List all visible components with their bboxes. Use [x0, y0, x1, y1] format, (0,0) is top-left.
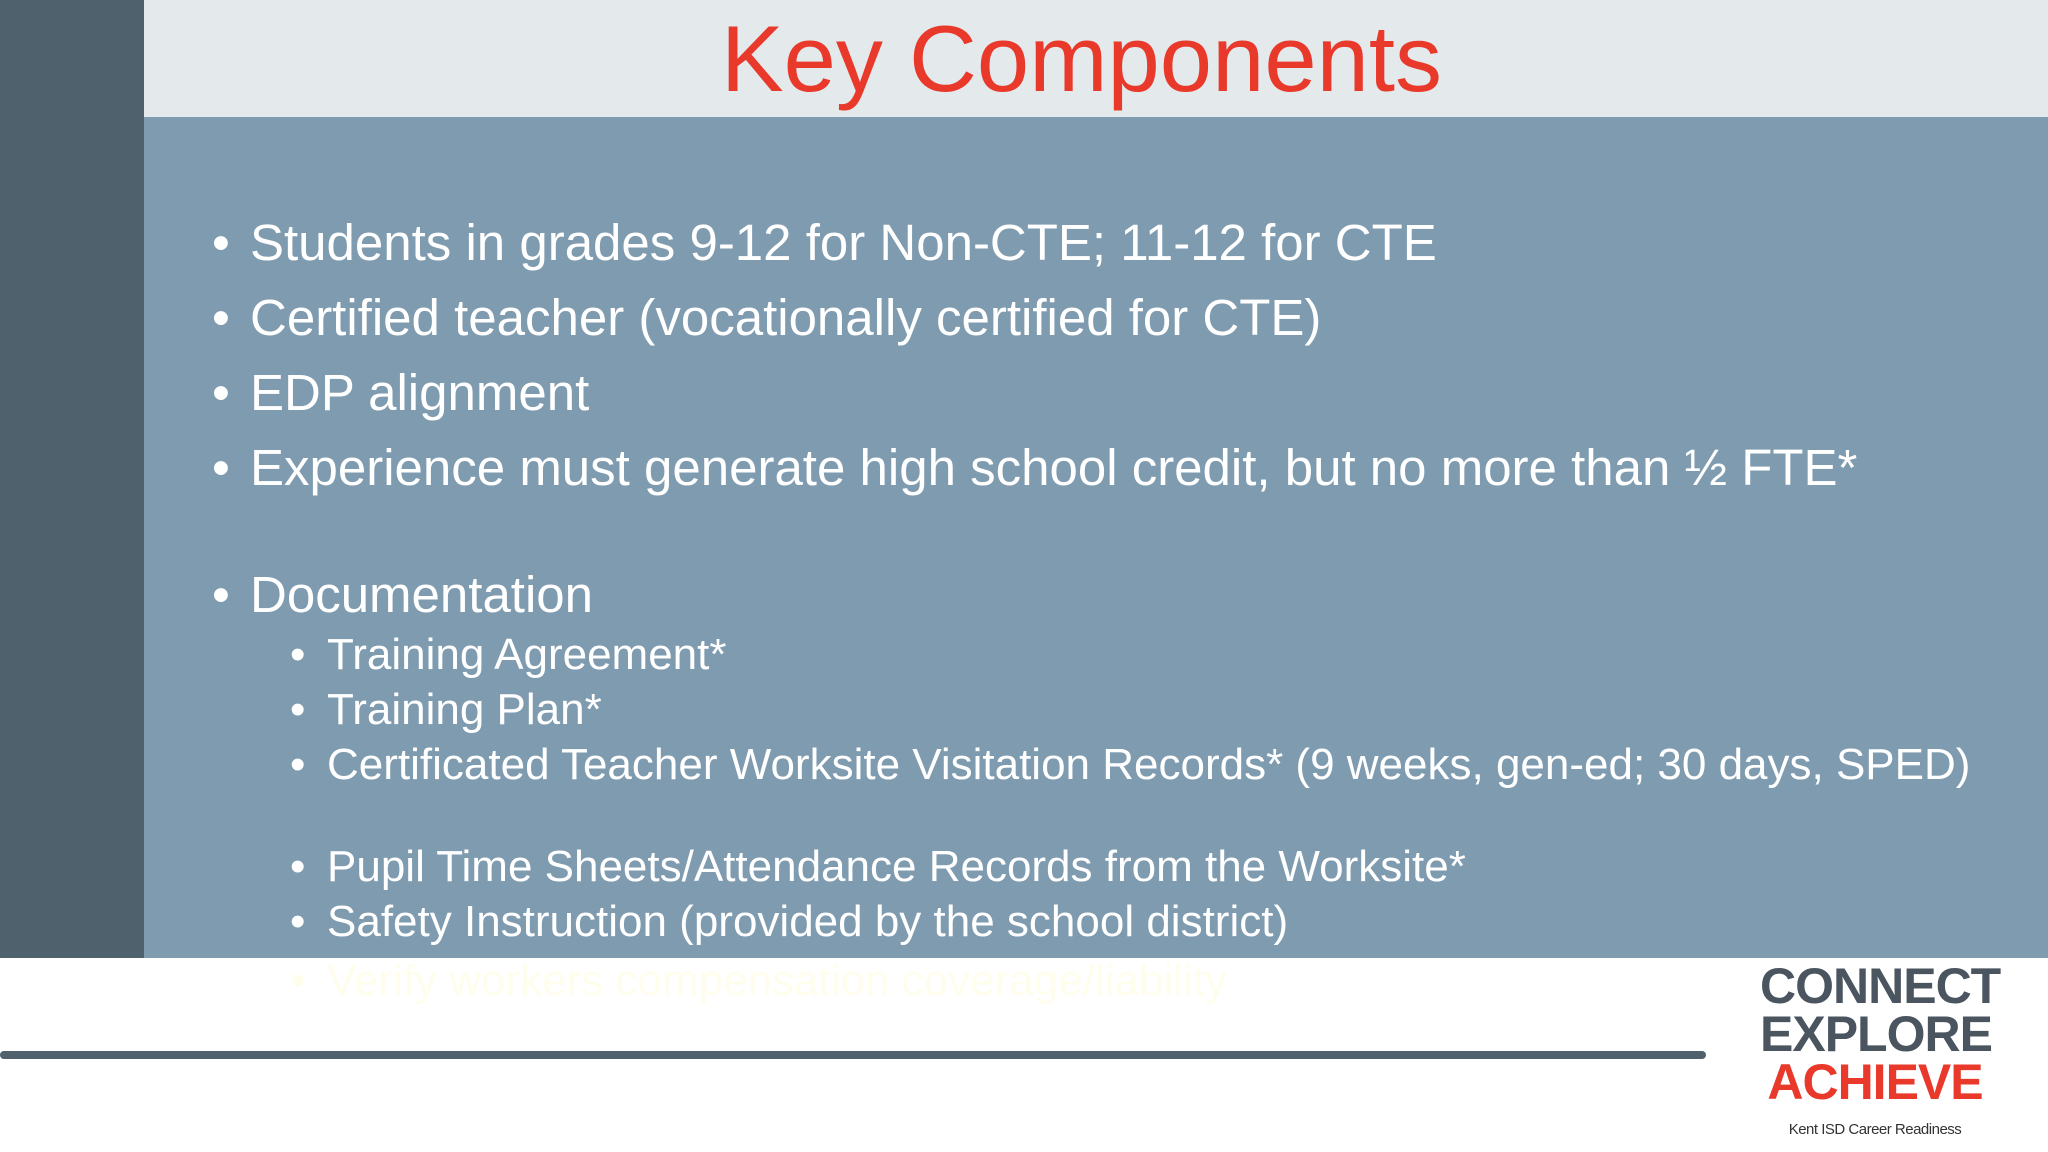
bullet-item: [212, 567, 1992, 623]
sub-bullet-dot: •: [290, 740, 306, 789]
bullet-item: [212, 440, 1992, 496]
bullet-text: Certified teacher (vocationally certified for CTE): [250, 289, 1322, 346]
sub-bullet-item: [290, 899, 2010, 944]
bullet-text: Documentation: [250, 566, 594, 623]
bullet-text: EDP alignment: [250, 364, 590, 421]
bullet-text: Experience must generate high school credit, but no more than ½ FTE*: [250, 439, 1858, 496]
bullet-dot: •: [212, 566, 230, 623]
sub-bullet-dot: •: [290, 897, 306, 946]
bullet-dot: •: [212, 214, 230, 271]
sub-bullet-item: [290, 742, 2010, 787]
sub-bullet-text: Certificated Teacher Worksite Visitation Records* (9 weeks, gen-ed; 30 days, SPED): [327, 740, 1971, 789]
bullet-text: Students in grades 9-12 for Non-CTE; 11-12 for CTE: [250, 214, 1437, 271]
connect-explore-achieve-logo: [1760, 958, 2001, 1142]
sub-bullet-text: Training Agreement*: [327, 630, 727, 679]
sub-bullet-dot: •: [290, 630, 306, 679]
bullet-item: [212, 215, 1992, 271]
logo-achieve: ACHIEVE: [1767, 1054, 1983, 1110]
logo-explore: EXPLORE: [1760, 1006, 1992, 1062]
sub-bullet-item: [290, 632, 2010, 677]
sub-bullet-item: [290, 844, 2010, 889]
logo-connect: CONNECT: [1760, 958, 2001, 1014]
sub-bullet-text: Verify workers compensation coverage/liability: [327, 956, 1227, 1005]
bullet-item: [212, 290, 1992, 346]
bullet-dot: •: [212, 289, 230, 346]
footer-divider: [0, 1051, 1706, 1059]
sub-bullet-text: Training Plan*: [327, 685, 602, 734]
sub-bullet-item: [290, 687, 2010, 732]
bullet-item: [212, 365, 1992, 421]
bullet-dot: •: [212, 439, 230, 496]
sub-bullet-item-faded: [290, 958, 2010, 1003]
bullet-dot: •: [212, 364, 230, 421]
sub-bullet-dot: •: [290, 842, 306, 891]
sub-bullet-text: Safety Instruction (provided by the school district): [327, 897, 1289, 946]
sub-bullet-text: Pupil Time Sheets/Attendance Records from the Worksite*: [327, 842, 1466, 891]
logo-tagline: Kent ISD Career Readiness: [1788, 1121, 1962, 1138]
slide-title: Key Components: [720, 6, 1443, 111]
sub-bullet-dot: •: [290, 956, 306, 1005]
sub-bullet-dot: •: [290, 685, 306, 734]
